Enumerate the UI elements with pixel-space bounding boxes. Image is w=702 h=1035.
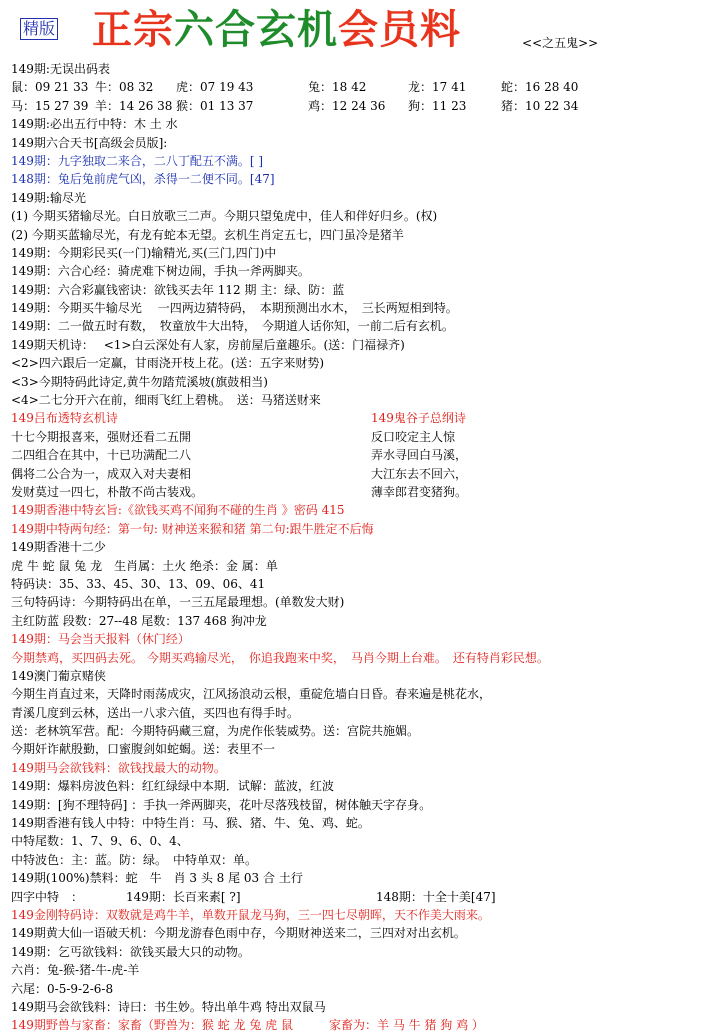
zodiac-cell: 鸡：12 24 36 [308, 98, 386, 113]
domestic-label: 家畜为： [329, 1018, 378, 1033]
text-line: 149期：六合彩赢钱密诀：欲钱买去年 112 期 主：绿、防：蓝 [11, 282, 345, 297]
poem-row [11, 428, 701, 446]
last-prefix: 149期野兽与家畜： [11, 1018, 118, 1033]
zodiac-cell: 狗：11 23 [408, 98, 467, 113]
text-line: 149期：九字独取二来合，二八丁配五不满。[ ] [11, 153, 264, 168]
text-line: 149期：马会当天报料（休门经） [11, 632, 190, 647]
poem-left-line: 十七今期报喜来，强财还看二五開 [11, 429, 192, 444]
zodiac-cell: 兔：18 42 [308, 80, 367, 95]
text-line: 六尾：0-5-9-2-6-8 [11, 981, 114, 996]
text-line: 三句特码诗：今期特码出在单，一三五尾最理想。(单数发大财) [11, 595, 345, 610]
text-line: 149期:输尽光 [11, 190, 86, 205]
text-line: 149期香港十二少 [11, 540, 106, 555]
text-line: 149期：今期买牛输尽光 一四两边猜特码， 本期预测出水木， 三长两短相到特。 [11, 301, 458, 316]
text-line: (1) 今期买猪输尽光。白日放歌三二声。今期只望兔虎中，佳人和伴好归乡。(权) [11, 209, 438, 224]
split-c: 148期：十全十美[47] [376, 889, 496, 904]
zodiac-cell: 虎：07 19 43 [176, 80, 254, 95]
text-line: 149期：[狗不理特码] ：手执一斧两脚夹，花叶尽落残枝留，树体触天字存身。 [11, 797, 432, 812]
title-char: 六 [174, 7, 215, 53]
text-line: (2) 今期买蓝输尽光，有龙有蛇本无望。玄机生肖定五七，四门虽冷是猪羊 [11, 227, 404, 242]
text-line: <2>四六跟后一定赢，甘雨浇开枝上花。(送：五字来财势) [11, 356, 325, 371]
poem-row [11, 446, 701, 464]
poem-left-line: 发财莫过一四七，朴散不尚古装戏。 [11, 484, 204, 499]
badge[interactable]: 精版 [20, 18, 58, 40]
zodiac-cell: 龙：17 41 [408, 80, 467, 95]
poem-right-line: 薄幸郎君变猪狗。 [371, 484, 468, 499]
text-line: 今期禁鸡，买四码去死。 今期买鸡输尽光， 你追我跑来中奖， 马肖今期上台难。 还有特肖彩民想。 [11, 650, 549, 665]
zodiac-cell: 猪：10 22 34 [501, 98, 579, 113]
poem-row [11, 465, 701, 483]
text-block [11, 115, 701, 409]
text-line: 149期黄大仙一语破天机：今期龙游春色雨中存，今期财神送来二，三四对对出玄机。 [11, 926, 466, 941]
text-block [11, 501, 701, 887]
zodiac-cell: 猴：01 13 37 [176, 98, 254, 113]
poem-titles [11, 409, 701, 427]
text-line: 149期马会欲钱料：欲钱找最大的动物。 [11, 760, 226, 775]
text-line: 149期：爆料房波色料：红红绿绿中本期．试解：蓝波，红波 [11, 779, 334, 794]
text-line: 149期香港中特玄旨:《欲钱买鸡不闻狗不碰的生肖 》密码 415 [11, 503, 345, 518]
zodiac-cell: 马：15 27 39 [11, 98, 89, 113]
text-line: 149期：今期彩民买(一门)输精光,买(三门,四门)中 [11, 245, 277, 260]
text-line: 中特尾数：1、7、9、6、0、4、 [11, 834, 189, 849]
title-char: 正 [92, 7, 133, 53]
text-line: 149期：六合心经：骑虎难下树边闹，手执一斧两脚夹。 [11, 264, 310, 279]
title-char: 合 [215, 7, 256, 53]
text-line: 149期：二一做五时有数， 牧童放牛大出特， 今期道人话你知，一前二后有玄机。 [11, 319, 454, 334]
title-char: 会 [338, 7, 379, 53]
header [0, 0, 702, 60]
text-line: 149期：乞丐欲钱料：欲钱买最大只的动物。 [11, 944, 250, 959]
split-b: 149期：长百来素[ ?] [126, 889, 241, 904]
text-line: 六肖：兔-猴-猪-牛-虎-羊 [11, 963, 140, 978]
title-char: 员 [379, 7, 420, 53]
poem-right-line: 反口咬定主人惊 [371, 429, 456, 444]
poem-right-title: 149鬼谷子总纲诗 [371, 411, 466, 426]
text-line: 中特波色：主：蓝。防：绿。 中特单双：单。 [11, 852, 258, 867]
wild-label: 家畜（野兽为： [117, 1018, 202, 1033]
text-line: 149期香港有钱人中特：中特生肖：马、猴、猪、牛、兔、鸡、蛇。 [11, 816, 370, 831]
zodiac-row-1 [11, 78, 701, 96]
poem-left-title: 149吕布透特玄机诗 [11, 411, 118, 426]
text-line: 今期奸诈献殷勤，口蜜腹剑如蛇蝎。送：表里不一 [11, 742, 276, 757]
text-line: 今期生肖直过来，天降时雨荡成灾，江风扬浪动云根，重碇危墙白日昏。春来遍是桃花水， [11, 687, 492, 702]
poem-left-line: 偶将二公合为一，成双入对夫妻相 [11, 466, 192, 481]
wild-list: 猴 蛇 龙 兔 虎 鼠 [201, 1018, 293, 1033]
title-char: 宗 [133, 7, 174, 53]
poem-right-line: 大江东去不回六， [371, 466, 468, 481]
zodiac-cell: 牛：08 32 [95, 80, 154, 95]
zodiac-cell: 鼠：09 21 33 [11, 80, 89, 95]
poem-row [11, 483, 701, 501]
zodiac-cell: 羊：14 26 38 [95, 98, 173, 113]
title-char: 机 [297, 7, 338, 53]
content [11, 60, 701, 1035]
text-line: 149金刚特码诗：双数就是鸡牛羊，单数开鼠龙马狗，三一四七尽朝晖，天不作美大雨来。 [11, 907, 490, 922]
zodiac-row-2 [11, 97, 701, 115]
text-line: 149期天机诗： <1>白云深处有人家，房前屋后童趣乐。(送：门福禄齐) [11, 337, 405, 352]
zodiac-cell: 蛇：16 28 40 [501, 80, 579, 95]
text-line: 149期六合天书[高级会员版]: [11, 135, 168, 150]
zodiac-title: 149期:无误出码表 [11, 62, 110, 76]
text-line: 149期马会欲钱料：诗曰：书生妙。特出单牛鸡 特出双鼠马 [11, 999, 326, 1014]
text-line: 虎 牛 蛇 鼠 兔 龙 生肖属：土火 绝杀：金 属：单 [11, 558, 278, 573]
text-line: 149期中特两句经：第一句: 财神送来猴和猪 第二句:跟牛胜定不后悔 [11, 521, 374, 536]
subtitle: <<之五鬼>> [522, 36, 599, 50]
text-line: <3>今期特码此诗定,黄牛勿踏荒溪坡(旗鼓相当) [11, 374, 268, 389]
domestic-list: 羊 马 牛 猪 狗 鸡 ） [377, 1018, 484, 1033]
text-line: 149澳门葡京赌侠 [11, 668, 106, 683]
split-a: 四字中特 ： [11, 889, 84, 904]
title-char: 玄 [256, 7, 297, 53]
page-title [92, 6, 461, 54]
poem-right-line: 弄水寻回白马溪， [371, 448, 468, 463]
title-char: 料 [420, 7, 461, 53]
poem-left-line: 二四组合在其中，十已功满配二八 [11, 448, 192, 463]
text-line: 148期：兔后兔前虎气凶，杀得一二便不同。[47] [11, 172, 275, 187]
text-line: 主红防蓝 段数：27--48 尾数：137 468 狗冲龙 [11, 613, 267, 628]
split-line [11, 888, 701, 906]
text-line: 149期(100%)禁料：蛇 牛 肖 3 头 8 尾 03 合 土行 [11, 871, 303, 886]
text-line: 青溪几度到云林，送出一八求六值，买四也有得手时。 [11, 705, 300, 720]
text-block [11, 906, 701, 1016]
text-line: 特码诀：35、33、45、30、13、09、06、41 [11, 576, 266, 591]
text-line: 149期:必出五行中特：木 土 水 [11, 117, 178, 132]
text-line: 送：老林筑军营。配：今期特码藏三窟，为虎作伥装威势。送：宫院共施媚。 [11, 724, 420, 739]
text-line: <4>二七分开六在前，细雨飞红上碧桃。 送：马猪送财来 [11, 393, 321, 408]
